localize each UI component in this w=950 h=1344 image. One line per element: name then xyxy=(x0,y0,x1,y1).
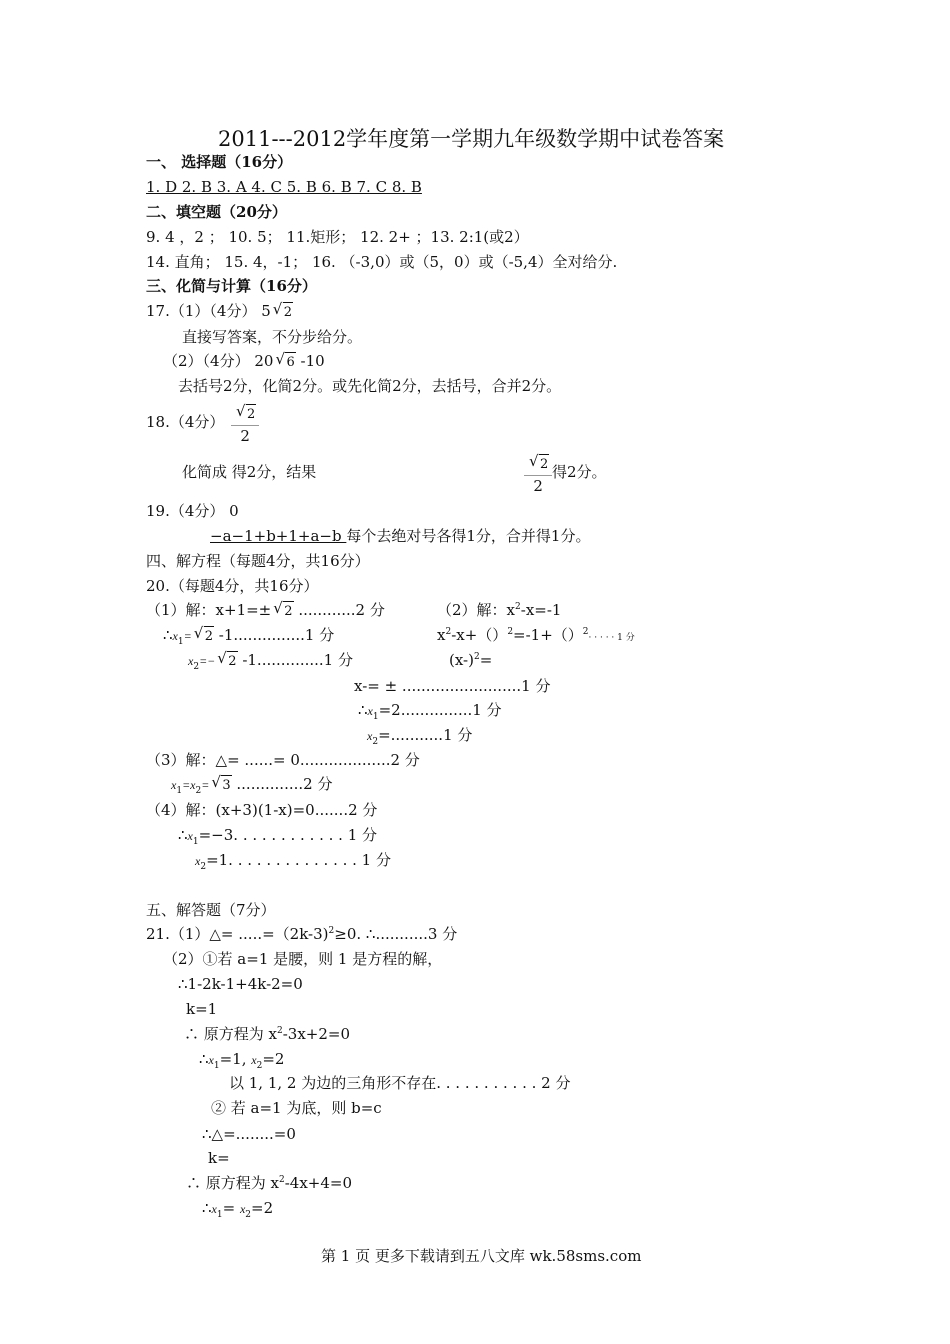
q19-expression: −a−1+b+1+a−b xyxy=(210,527,347,545)
q20-2-step6: $x_2=...........1$ 分 xyxy=(367,726,473,747)
sqrt-symbol: √ 2 xyxy=(237,403,256,425)
q21-line6: ② 若 a=1 为底，则 b=c xyxy=(211,1099,382,1117)
q20-4-step3: $x_2=1$. . . . . . . . . . . . . . 1 分 xyxy=(195,851,391,872)
q17-1-answer xyxy=(146,301,293,323)
q21-line9: ∴ 原方程为 $x^2-4x+4=0$ xyxy=(186,1174,353,1192)
sqrt-symbol: √ 2 xyxy=(274,301,293,323)
q20-2-step3: $(x-)^2=$ xyxy=(449,651,493,669)
q17-2-note: 去括号2分，化简2分。或先化简2分，去括号，合并2分。 xyxy=(178,377,562,395)
sqrt-symbol: √ 6 xyxy=(276,351,295,373)
fill-answers-line2: 14. 直角； 15. 4，-1； 16. （-3,0）或（5，0）或（-5,4）全对给分. xyxy=(146,253,618,271)
q19-answer: 19.（4分） 0 xyxy=(146,502,239,520)
section2-heading: 二、填空题（20分） xyxy=(146,203,287,221)
page-footer: 第 1 页 更多下载请到五八文库 wk.58sms.com xyxy=(321,1247,642,1265)
q18-prefix: 18.（4分） xyxy=(146,413,225,431)
q21-line10: $\therefore x_1= x_2=2$ xyxy=(202,1199,274,1220)
q20-1-step1: （1）解：x+1=±√ 2 ............2 分 xyxy=(146,600,385,622)
page-title: 2011---2012学年度第一学期九年级数学期中试卷答案 xyxy=(218,127,725,151)
q18-note2: 得2分。 xyxy=(552,463,607,481)
q17-2-answer xyxy=(163,351,325,373)
q21-1: 21.（1）△= .....=（2k-3)$^2$≥0. ∴...........3 分 xyxy=(146,925,458,943)
q17-1-prefix: 17.（1）（4分） 5 xyxy=(146,302,271,320)
q21-line2: k=1 xyxy=(186,1000,218,1018)
q21-2: （2）①若 a=1 是腰，则 1 是方程的解， xyxy=(163,950,443,968)
sqrt-symbol: √ 3 xyxy=(212,774,231,796)
section5-heading: 五、解答题（7分） xyxy=(146,901,276,919)
fill-answers-line1: 9. 4 ，2 ； 10. 5； 11.矩形； 12. 2+ ；13. 2:1(或2） xyxy=(146,228,529,246)
q20-1-step2: $\therefore x_1=√$ 2 -1...............1 分 xyxy=(163,625,334,647)
q18-fraction: √ $\frac{2}{2}$ xyxy=(231,403,259,446)
q17-2-suffix: -10 xyxy=(295,352,325,370)
q18-note1: 化简成 得2分，结果 xyxy=(182,463,317,481)
q21-line5: 以 1, 1, 2 为边的三角形不存在. . . . . . . . . . . 2 分 xyxy=(229,1074,571,1092)
choice-answers: 1. D 2. B 3. A 4. C 5. B 6. B 7. C 8. B xyxy=(146,178,422,196)
q19-note: 每个去绝对号各得1分，合并得1分。 xyxy=(346,527,591,545)
section1-heading: 一、 选择题（16分） xyxy=(146,153,293,171)
sqrt-symbol: √ 2 xyxy=(218,650,237,672)
sqrt-symbol: √ 2 xyxy=(530,453,549,475)
q20-2-step5: $\therefore x_1=2...............1$ 分 xyxy=(358,701,502,722)
q21-line1: ∴1-2k-1+4k-2=0 xyxy=(178,975,303,993)
sqrt-symbol: √ 2 xyxy=(274,600,293,622)
q19-note-line xyxy=(210,526,590,546)
q20-1-step3: $x_2=-√$ 2 -1..............1 分 xyxy=(188,650,353,672)
section4-heading: 四、解方程（每题4分，共16分） xyxy=(146,552,370,570)
q20-4-step2: $\therefore x_1=-3$. . . . . . . . . . . . 1 分 xyxy=(178,826,378,847)
q21-line8: k= xyxy=(208,1149,230,1167)
sqrt-symbol: √ 2 xyxy=(195,625,214,647)
q21-line3: ∴ 原方程为 $x^2-3x+2=0$ xyxy=(184,1025,351,1043)
q20-heading: 20.（每题4分，共16分） xyxy=(146,577,319,595)
q20-3-step1: （3）解：△= ......= 0...................2 分 xyxy=(146,751,420,769)
q20-4-step1: （4）解：(x+3)(1-x)=0.......2 分 xyxy=(146,801,378,819)
q21-line7: ∴△=........=0 xyxy=(202,1125,296,1143)
q20-3-step2: $x_1=x_2=√$ 3 ..............2 分 xyxy=(171,774,332,796)
q21-line4: $\therefore x_1=1$, $x_2=2$ xyxy=(199,1050,285,1071)
q17-2-prefix: （2）（4分） 20 xyxy=(163,352,274,370)
q20-2-step4: x-= ± .........................1 分 xyxy=(354,677,551,695)
q20-2-step1: （2）解：$x^2-x=-1$ xyxy=(437,601,562,619)
section3-heading: 三、化简与计算（16分） xyxy=(146,277,317,295)
q18-note-fraction: √ $\frac{2}{2}$ xyxy=(524,453,552,496)
q17-1-note: 直接写答案，不分步给分。 xyxy=(182,328,363,346)
q20-2-step2: $x^2-x+()^2=-1+()^2\cdot$ · · · · 1 分 xyxy=(437,626,635,644)
